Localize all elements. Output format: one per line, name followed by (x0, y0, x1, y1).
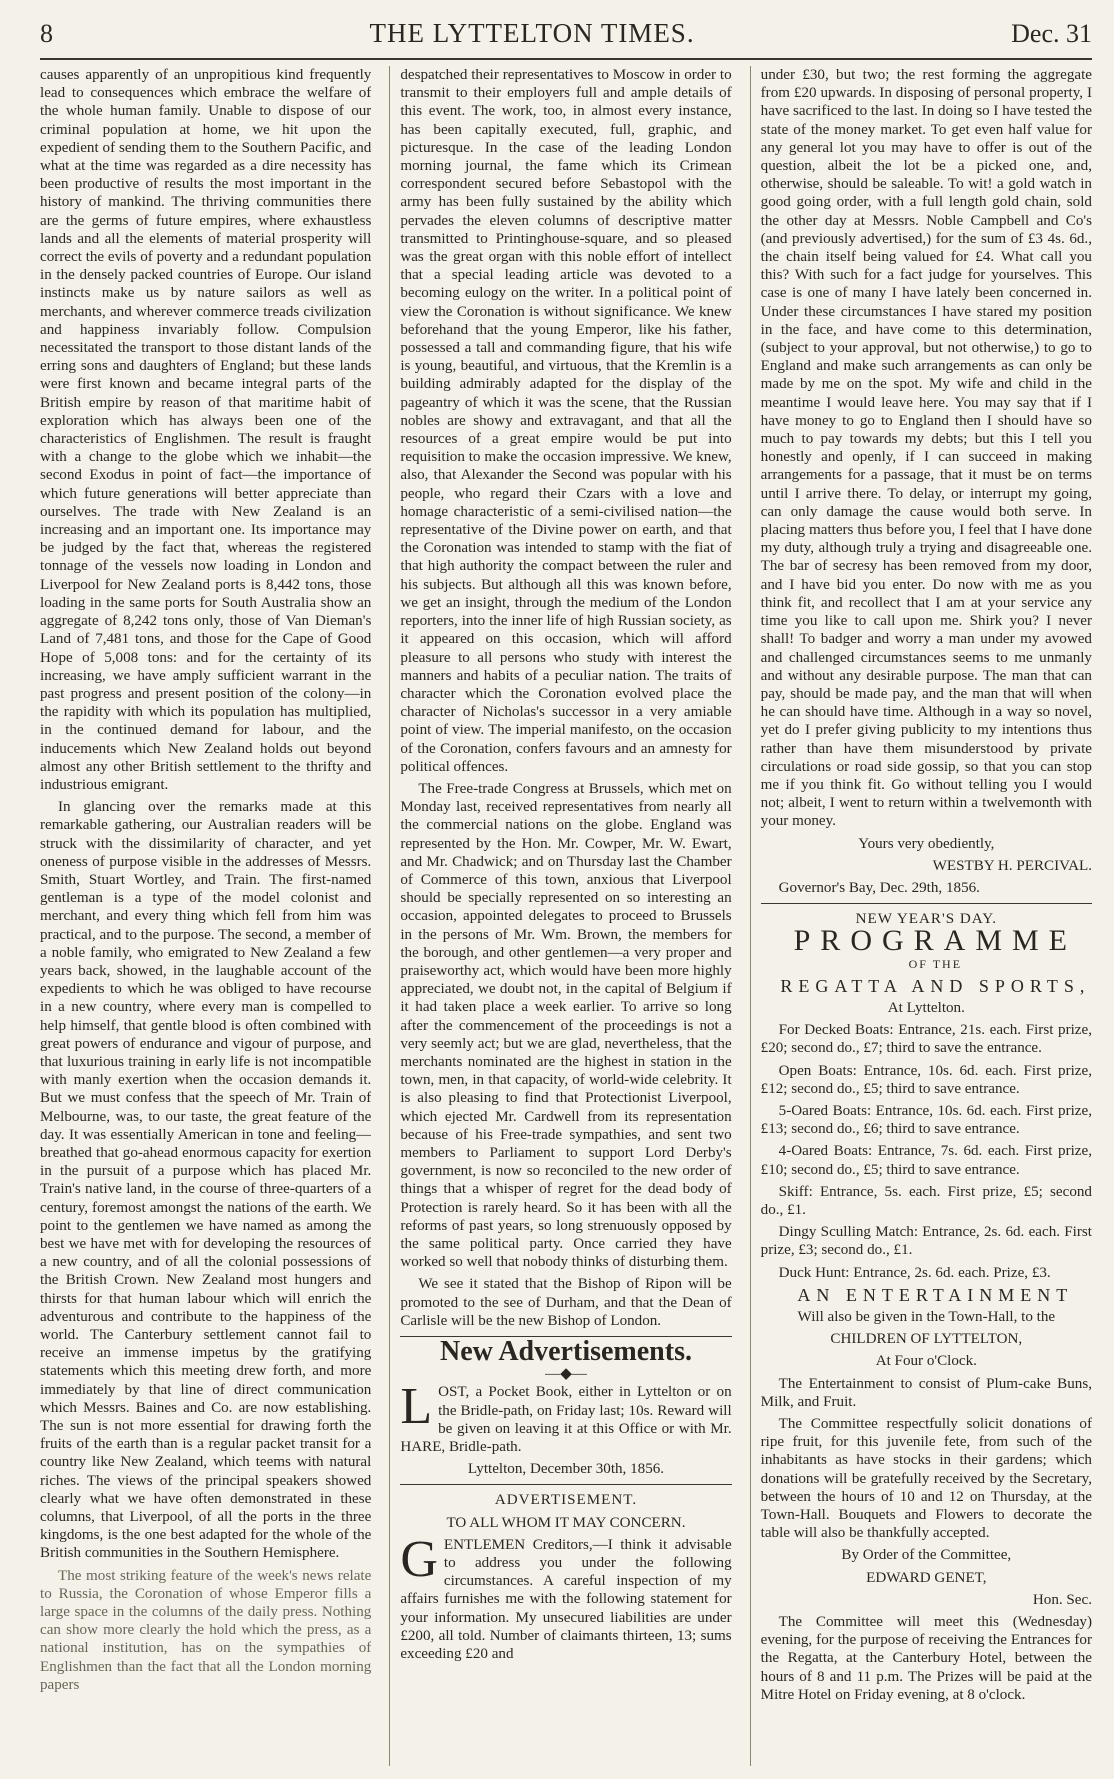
page-number: 8 (40, 19, 53, 48)
secretary-name: EDWARD GENET, (866, 1569, 987, 1586)
column-1 (40, 66, 371, 1766)
secretary-title: Hon. Sec. (1032, 1591, 1092, 1608)
lost-advert-text: OST, a Pocket Book, either in Lyttelton or on the Bridle-path, on Friday last; 10s. Reward will be given on leaving it at this Office or with Mr. HARE, Bridle-path. (400, 1384, 732, 1456)
lost-advert (400, 1378, 732, 1456)
drop-cap: L (400, 1378, 433, 1436)
race-entry: Dingy Sculling Match: Entrance, 2s. 6d. each. First prize, £3; second do., £1. (760, 1224, 1092, 1259)
issue-date: Dec. 31 (1011, 19, 1092, 48)
race-entry: Open Boats: Entrance, 10s. 6d. each. First prize, £12; second do., £5; third to save entrance. (760, 1062, 1092, 1097)
divider (400, 1484, 731, 1485)
entertainment-paragraph: The Committee respectfully solicit donations of ripe fruit, for this juvenile fete, from such of the inhabitants as have stocks in their gardens; which donations will be gratefully received by the Secretary, between the hours of 10 and 12 on Thursday, at the Town-Hall. Bouquets and Flowers to decorate the table will also be thankfully accepted. (760, 1416, 1092, 1542)
signature: WESTBY H. PERCIVAL. (932, 857, 1092, 874)
ornament: —◆— (545, 1366, 587, 1383)
divider (761, 903, 1092, 904)
time-label: At Four o'Clock. (875, 1353, 977, 1370)
creditors-advert-text: ENTLEMEN Creditors,—I think it advisable to address you under the following circumstances. A careful inspection of my affairs furnishes me with the following statement for your information. My unsecured liabilities are under £200, all told. Number of claimants thirteen, 13; sums exceeding £20 and (400, 1536, 732, 1663)
location-label: At Lyttelton. (887, 999, 965, 1016)
entertainment-heading: AN ENTERTAINMENT (797, 1284, 1074, 1305)
advert-title: ADVERTISEMENT. (494, 1492, 638, 1509)
sign-place: Governor's Bay, Dec. 29th, 1856. (778, 879, 980, 896)
entertainment-line: Will also be given in the Town-Hall, to the (797, 1309, 1056, 1325)
article-paragraph: The Free-trade Congress at Brussels, which met on Monday last, received representatives from nearly all the commercial nations on the globe. England was represented by the Hon. Mr. Cowper, Mr. W. Ewart, and Mr. Chadwick; and on Thursday last the Chamber of Commerce of this town, anxious that Liverpool should be specially represented on so interesting an occasion, appointed delegates to proceed to Brussels in the persons of Mr. Wm. Brown, the members for the borough, and other gentlemen—a very proper and praiseworthy act, which would have been more highly appreciated, we doubt not, in the capital of Belgium if it had taken place a week earlier. To arrive so long after the commencement of the proceedings is not a very seemly act; but we are glad, nevertheless, that the merchants nominated are the highest in station in the town, men, in that capacity, of world-wide celebrity. It is also pleasing to find that Protectionist Liverpool, which ejected Mr. Cardwell from its representation because of his Free-trade sympathies, and sent two members to Parliament to support Lord Derby's government, is now so reconciled to the new order of things that a whisper of regret for the dead body of Protection is rarely heard. So it has been with all the reforms of past years, so long strenuously opposed by the same political party. Once carried they have worked so well that nobody thinks of disturbing them. (400, 780, 732, 1271)
race-entry: For Decked Boats: Entrance, 21s. each. First prize, £20; second do., £7; third to save the entrance. (760, 1022, 1092, 1057)
order-line: By Order of the Committee, (841, 1547, 1012, 1564)
masthead (40, 18, 1092, 60)
column-2 (389, 66, 731, 1766)
article-paragraph: The most striking feature of the week's news relate to Russia, the Coronation of whose Emperor fills a large space in the columns of the daily press. Nothing can show more clearly the hold which the press, as a national institution, has on the sympathies of Englishmen than the fact that all the London morning papers (40, 1567, 372, 1693)
entertainment-paragraph: The Entertainment to consist of Plum-cake Buns, Milk, and Fruit. (760, 1375, 1092, 1410)
article-paragraph: causes apparently of an unpropitious kind frequently lead to consequences which embrace the welfare of the whole human family. Unable to dispose of our criminal population at home, we hit upon the expedient of sending them to the Southern Pacific, and what at the time was regarded as a dire necessity has been productive of results the most important in the history of mankind. The thriving communities there are the germs of future empires, where exhaustless lands and all the elements of material prosperity will correct the evils of poverty and a redundant population in the densely packed countries of Europe. Our island instincts make us by nature sailors as well as merchants, and wherever commerce treads civilization and happiness invariably follow. Compulsion necessitated the transport to those distant lands of the erring sons and daughters of England; but these lands were first known and became integral parts of the British empire by reason of that maritime habit of exploration which has always been one of the characteristics of Englishmen. The result is fraught with a change to the globe which we inhabit—the second Exodus in point of fact—the importance of which future generations will better appreciate than ourselves. The trade with New Zealand is an increasing and an important one. Its importance may be judged by the fact that, whereas the registered tonnage of the vessels now loading in London and Liverpool for New Zealand ports is 8,442 tons, those loading in the same ports for South Australia show an aggregate of 8,242 tons only, those of Van Dieman's Land of 7,481 tons, and those for the Cape of Good Hope of 5,008 tons: and for the certainty of its increasing, we have amply sufficient warrant in the past progress and present position of the colony—in the rapidity with which its population has multiplied, in the continued demand for labour, and the inducements which New Zealand holds out beyond almost any other British settlement to the thrifty and industrious emigrant. (40, 67, 372, 793)
article-paragraph: under £30, but two; the rest forming the aggregate from £20 upwards. In disposing of personal property, I have sacrificed to the last. In doing so I have tested the state of the money market. To get even half value for any general lot you may have to offer is out of the question, albeit the lot be a picked one, and, otherwise, should be saleable. To wit! a gold watch in good going order, with a full length gold chain, sold the other day at Messrs. Noble Campbell and Co's (and previously advertised,) for the sum of £3 4s. 6d., the chain itself being valued for £4. What call you this? With such for a fact judge for yourselves. This case is one of many I have lately been concerned in. Under these circumstances I have stared my position in the face, and have come to this determination, (subject to your approval, but not otherwise,) to go to England and make such arrangements as can only be made by me on the spot. My wife and child in the meantime I would leave here. You may say that if I have money to go to England then I should have so much to pay towards my debts; but this I tell you honestly and openly, if I can succeed in making arrangements for a passage, that it must be on terms until I arrive there. To delay, or interrupt my going, can only damage the cause would both serve. In placing matters thus before you, I feel that I have done my duty, although truly a trying and disagreeable one. The bar of secresy has been removed from my door, and I have bid you enter. Do now with me as you think fit, and recollect that I am at your service any time you like to call upon me. Shirk you? I never shall! To badger and worry a man under my avowed and challenged circumstances seems to me unmanly and without any desirable purpose. The man that can pay, should be made pay, and the man that will when he can should have time. Although in a way so novel, yet do I prefer giving publicity to my intentions thus rather than have them misunderstood by private circulations or road side gossip, so that you can stop me if you think fit. Go without telling you I would not; albeit, I went to return within a twelvemonth with your money. (760, 67, 1092, 830)
programme-heading: PROGRAMME (793, 924, 1077, 958)
lost-advert-date: Lyttelton, December 30th, 1856. (467, 1461, 665, 1478)
paper-title: THE LYTTELTON TIMES. (369, 18, 695, 48)
article-paragraph: In glancing over the remarks made at this remarkable gathering, our Australian readers will be struck with the dissimilarity of character, and yet oneness of purpose visible in the addresses of Messrs. Smith, Stuart Wortley, and Train. The first-named gentleman is a type of the model colonist and merchant, and every thing which fell from him was practical, and to the purpose. The second, a member of a noble family, who emigrated to New Zealand a few years back, showed, in the laughable account of the expedients to which he was obliged to have recourse in a new country, where every man is compelled to help himself, that gentle blood is often combined with great powers of endurance and vigour of purpose, and that luxurious training in early life is not incompatible with manly exertion when the occasion demands it. But we must confess that the speech of Mr. Train of Melbourne, was, to our taste, the great feature of the day. It was essentially American in tone and feeling—breathed that go-ahead enormous capacity for exertion in the pursuit of a purpose which has placed Mr. Train's native land, in the course of three-quarters of a century, foremost amongst the nations of the earth. We point to the gentlemen we have named as among the best we have met with for developing the resources of a new country, and of all the colonial possessions of the British Crown. New Zealand most hungers and thirsts for that human labour which will enrich the adventurous and contribute to the happiness of the world. The Canterbury settlement cannot fail to receive an immense impetus by the gratifying statements which this meeting drew forth, and more immediately by that line of direct communication which Messrs. Baines and Co. are now establishing. The sun is not more essential for drawing forth the fruits of the earth than is a regular packet transit for a country like New Zealand, which teems with natural riches. The views of the principal speakers showed clearly what we have often demonstrated in these columns, that Liverpool, of all the ports in the three kingdoms, is the one best adapted for the whole of the British communities in the Southern Hemisphere. (40, 799, 372, 1562)
race-entry: 5-Oared Boats: Entrance, 10s. 6d. each. First prize, £13; second do., £6; third to save entrance. (760, 1102, 1092, 1138)
article-paragraph: We see it stated that the Bishop of Ripon will be promoted to the see of Durham, and that the Dean of Carlisle will be the new Bishop of London. (400, 1276, 732, 1329)
article-paragraph: despatched their representatives to Moscow in order to transmit to their employers full and ample details of this event. The work, too, in almost every instance, has been capitally executed, full, graphic, and picturesque. In the case of the leading London morning journal, the fame which its Crimean correspondent secured before Sebastopol with the army has been fully sustained by the ability which pervades the eleven columns of descriptive matter transmitted to Printinghouse-square, and so pleased was the great organ with this noble effort of intellect that a special leading article was devoted to a becoming eulogy on the writer. In a political point of view the Coronation is without significance. We knew beforehand that the young Emperor, like his father, possessed a tall and commanding figure, that his wife is young, beautiful, and virtuous, that the Kremlin is a building admirably adapted for the display of the pageantry of which it was the scene, that the Russian nobles are showy and extravagant, and that all the resources of a great empire would be put into requisition to make the occasion impressive. We knew, also, that Alexander the Second was popular with his people, who regard their Czars with a love and homage characteristic of a semi-civilised nation—the representative of the Divine power on earth, and that the Coronation was intended to stamp with the fiat of that high authority the compact between the ruler and his subjects. But although all this was known before, we get an insight, through the medium of the London reporters, into the inner life of high Russian society, as it appeared on this occasion, which will afford pleasure to all persons who study with interest the manners and habits of a peculiar nation. The traits of character which the Coronation evolved place the character of Nicholas's successor in a very amiable point of view. The imperial manifesto, on the occasion of the Coronation, confers favours and an amnesty for political offences. (400, 67, 732, 775)
closing: Yours very obediently, (858, 835, 995, 852)
advertisements-heading: New Advertisements. (440, 1336, 692, 1368)
children-heading: CHILDREN OF LYTTELTON, (830, 1331, 1023, 1348)
of-the-label: OF THE (908, 956, 963, 971)
race-entry: Skiff: Entrance, 5s. each. First prize, £5; second do., £1. (760, 1183, 1092, 1218)
drop-cap: G (400, 1530, 438, 1588)
creditors-advert (400, 1530, 732, 1663)
column-3 (750, 66, 1092, 1766)
race-entry: 4-Oared Boats: Entrance, 7s. 6d. each. First prize, £10; second do., £5; third to save entrance. (760, 1143, 1092, 1178)
committee-notice: The Committee will meet this (Wednesday) evening, for the purpose of receiving the Entrances for the Regatta, at the Canterbury Hotel, between the hours of 8 and 11 p.m. The Prizes will be paid at the Mitre Hotel on Friday evening, at 8 o'clock. (760, 1614, 1092, 1703)
advert-subtitle: TO ALL WHOM IT MAY CONCERN. (446, 1514, 686, 1531)
new-years-day-title: NEW YEAR'S DAY. (855, 911, 998, 928)
regatta-heading: REGATTA AND SPORTS, (780, 975, 1091, 996)
race-entry: Duck Hunt: Entrance, 2s. 6d. each. Prize, £3. (778, 1264, 1051, 1281)
